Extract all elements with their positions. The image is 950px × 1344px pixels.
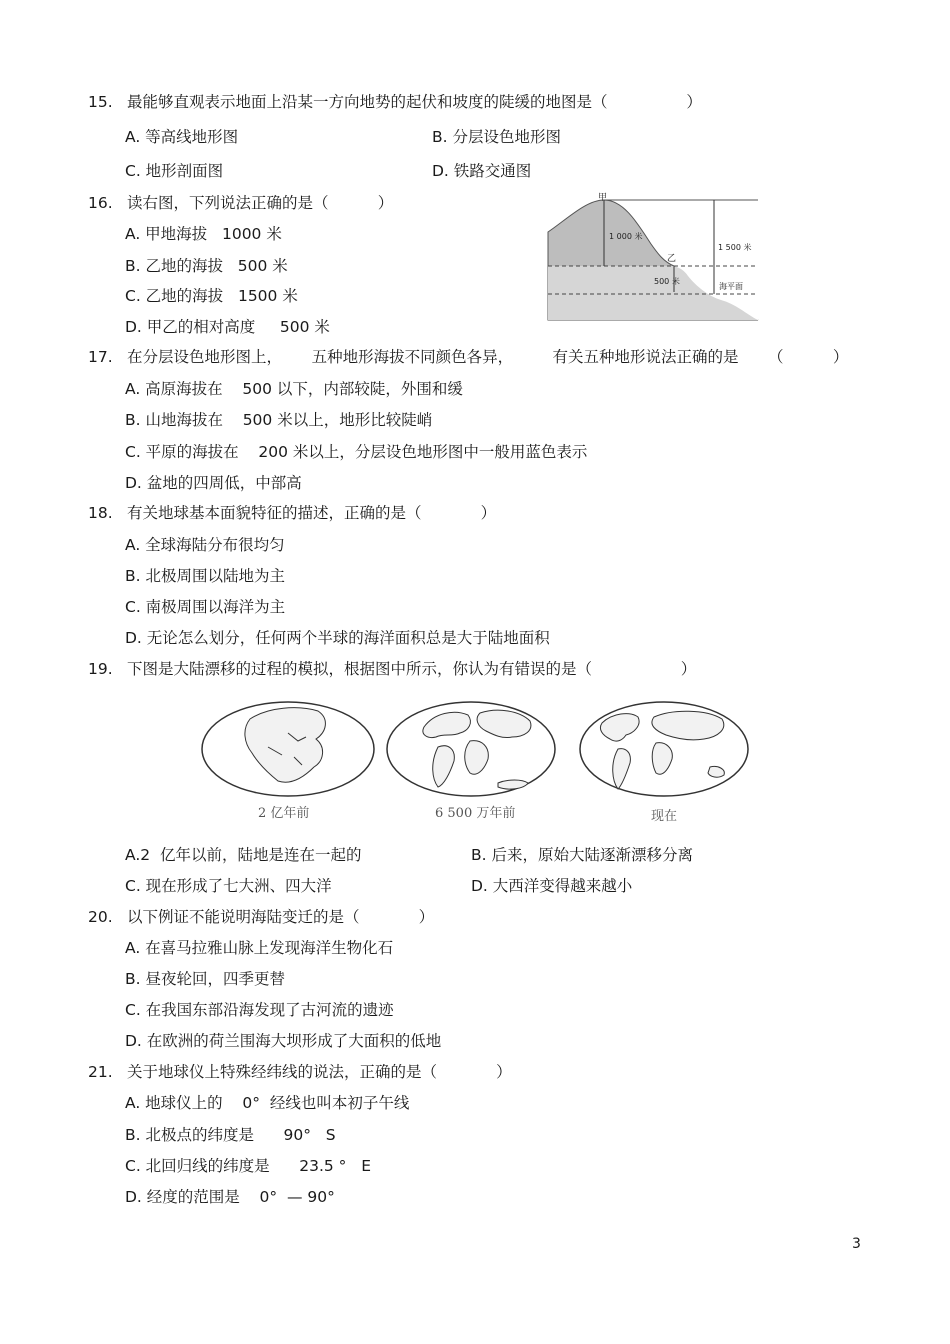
q18-option-a: A. 全球海陆分布很均匀 <box>125 536 285 554</box>
q15-option-d: D. 铁路交通图 <box>432 162 532 180</box>
q16-option-d: D. 甲乙的相对高度 500 米 <box>125 318 330 336</box>
question-20-number: 20. <box>88 908 113 926</box>
q19-option-c: C. 现在形成了七大洲、四大洋 <box>125 877 332 895</box>
q20-option-d: D. 在欧洲的荷兰围海大坝形成了大面积的低地 <box>125 1032 442 1050</box>
q16-option-a: A. 甲地海拔 1000 米 <box>125 225 282 243</box>
q21-option-a: A. 地球仪上的 0° 经线也叫本初子午线 <box>125 1094 410 1112</box>
q20-option-a: A. 在喜马拉雅山脉上发现海洋生物化石 <box>125 939 394 957</box>
q17-option-d: D. 盆地的四周低，中部高 <box>125 474 302 492</box>
drift-caption-present: 现在 <box>651 809 678 824</box>
q17-option-a: A. 高原海拔在 500 以下，内部较陡，外围和缓 <box>125 380 463 398</box>
question-16-number: 16. <box>88 194 113 212</box>
q15-option-a: A. 等高线地形图 <box>125 128 239 146</box>
q21-option-b: B. 北极点的纬度是 90° S <box>125 1126 336 1144</box>
question-19-text: 下图是大陆漂移的过程的模拟，根据图中所示，你认为有错误的是（ ） <box>127 660 697 678</box>
question-20-text: 以下例证不能说明海陆变迁的是（ ） <box>127 908 435 926</box>
profile-label-jia: 甲 <box>598 193 608 203</box>
drift-caption-200ma: 2 亿年前 <box>258 806 310 821</box>
profile-label-500m: 500 米 <box>654 277 680 286</box>
q20-option-c: C. 在我国东部沿海发现了古河流的遗迹 <box>125 1001 394 1019</box>
q17-option-b: B. 山地海拔在 500 米以上，地形比较陡峭 <box>125 411 433 429</box>
q19-option-b: B. 后来，原始大陆逐渐漂移分离 <box>471 846 693 864</box>
profile-label-sea-level: 海平面 <box>719 282 743 291</box>
question-15-text: 最能够直观表示地面上沿某一方向地势的起伏和坡度的陡缓的地图是（ ） <box>127 93 702 111</box>
question-19-number: 19. <box>88 660 113 678</box>
profile-label-1500m: 1 500 米 <box>718 243 752 252</box>
q19-option-d: D. 大西洋变得越来越小 <box>471 877 633 895</box>
q15-option-b: B. 分层设色地形图 <box>432 128 561 146</box>
question-21-text: 关于地球仪上特殊经纬线的说法，正确的是（ ） <box>127 1063 512 1081</box>
q21-option-d: D. 经度的范围是 0° — 90° <box>125 1188 335 1206</box>
q18-option-c: C. 南极周围以海洋为主 <box>125 598 286 616</box>
question-17-number: 17. <box>88 348 113 366</box>
q18-option-d: D. 无论怎么划分，任何两个半球的海洋面积总是大于陆地面积 <box>125 629 550 647</box>
q18-option-b: B. 北极周围以陆地为主 <box>125 567 285 585</box>
drift-map-present <box>580 702 748 796</box>
q19-option-a: A.2 亿年以前，陆地是连在一起的 <box>125 846 362 864</box>
drift-caption-65ma: 6 500 万年前 <box>435 806 516 821</box>
q16-option-c: C. 乙地的海拔 1500 米 <box>125 287 298 305</box>
question-18-number: 18. <box>88 504 113 522</box>
page-number: 3 <box>852 1236 861 1252</box>
profile-label-1000m: 1 000 米 <box>609 232 643 241</box>
question-18-text: 有关地球基本面貌特征的描述，正确的是（ ） <box>127 504 497 522</box>
q16-option-b: B. 乙地的海拔 500 米 <box>125 257 288 275</box>
drift-map-65ma <box>387 702 555 796</box>
q21-option-c: C. 北回归线的纬度是 23.5 ° E <box>125 1157 372 1175</box>
question-15-number: 15. <box>88 93 113 111</box>
question-16-text: 读右图，下列说法正确的是（ ） <box>127 194 394 212</box>
terrain-profile-figure <box>546 192 760 322</box>
question-17-text: 在分层设色地形图上， 五种地形海拔不同颜色各异， 有关五种地形说法正确的是 （ ） <box>127 348 849 366</box>
q15-option-c: C. 地形剖面图 <box>125 162 224 180</box>
q17-option-c: C. 平原的海拔在 200 米以上，分层设色地形图中一般用蓝色表示 <box>125 443 588 461</box>
question-21-number: 21. <box>88 1063 113 1081</box>
drift-map-200ma <box>202 702 374 796</box>
q20-option-b: B. 昼夜轮回，四季更替 <box>125 970 285 988</box>
profile-label-yi: 乙 <box>667 254 677 264</box>
